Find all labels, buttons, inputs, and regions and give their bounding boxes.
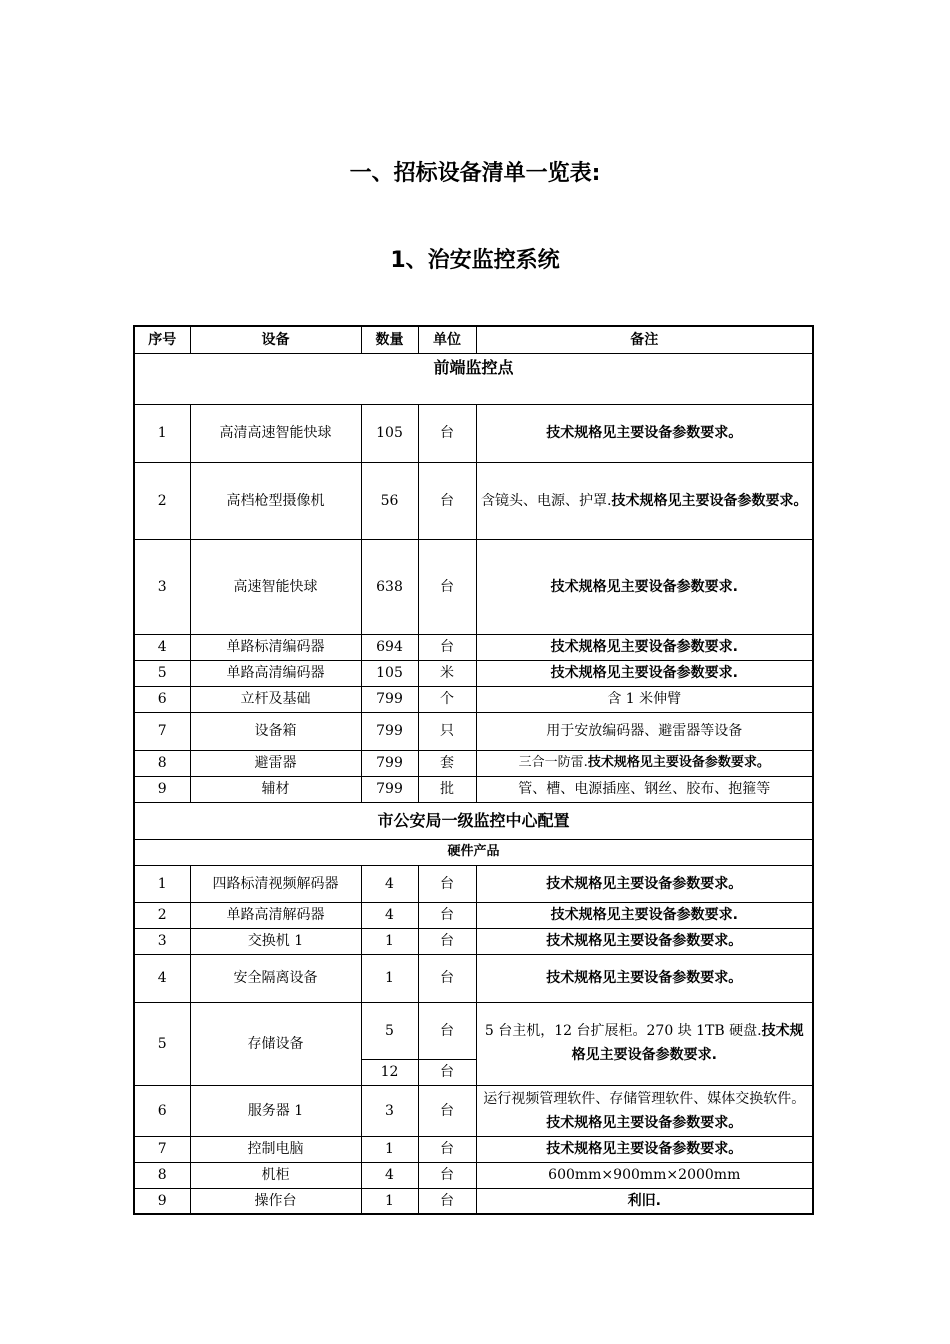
cell-note	[476, 928, 813, 954]
cell-note	[476, 539, 813, 634]
cell-qty: 12	[361, 1059, 418, 1085]
cell-note	[476, 1136, 813, 1162]
cell-note	[476, 686, 813, 712]
cell-unit: 台	[418, 928, 476, 954]
cell-unit: 台	[418, 634, 476, 660]
note-text: 三合一防雷.	[518, 755, 588, 770]
note-bold: 利旧.	[627, 1192, 661, 1209]
cell-unit: 台	[418, 1136, 476, 1162]
cell-note	[476, 954, 813, 1002]
cell-qty: 1	[361, 928, 418, 954]
cell-no: 3	[134, 539, 190, 634]
cell-name: 控制电脑	[190, 1136, 361, 1162]
cell-unit: 台	[418, 539, 476, 634]
cell-qty: 799	[361, 776, 418, 802]
cell-note	[476, 404, 813, 462]
cell-name: 立杆及基础	[190, 686, 361, 712]
note-text: 含镜头、电源、护罩.	[481, 492, 612, 509]
cell-no: 2	[134, 462, 190, 539]
note-bold: 技术规格见主要设备参数要求.	[550, 665, 738, 681]
cell-no: 4	[134, 634, 190, 660]
table-row	[134, 1188, 813, 1214]
note-bold: 技术规格见主要设备参数要求。	[546, 970, 743, 986]
cell-no: 2	[134, 902, 190, 928]
cell-qty: 4	[361, 865, 418, 902]
note-text: 5 台主机，12 台扩展柜。270 块 1TB 硬盘.	[484, 1022, 762, 1039]
table-row	[134, 539, 813, 634]
cell-note	[476, 865, 813, 902]
cell-unit: 台	[418, 902, 476, 928]
header-cell: 单位	[418, 326, 476, 353]
note-bold: 技术规格见主要设备参数要求。	[546, 933, 743, 949]
cell-qty: 638	[361, 539, 418, 634]
table-row	[134, 902, 813, 928]
cell-note	[476, 660, 813, 686]
note-text: 用于安放编码器、避雷器等设备	[546, 723, 743, 739]
cell-qty: 1	[361, 1136, 418, 1162]
section-row	[134, 353, 813, 404]
table-row	[134, 404, 813, 462]
header-row	[134, 326, 813, 353]
header-cell: 数量	[361, 326, 418, 353]
document-title: 一、招标设备清单一览表:	[349, 161, 601, 186]
cell-qty: 799	[361, 750, 418, 776]
cell-qty: 105	[361, 660, 418, 686]
cell-unit: 台	[418, 1162, 476, 1188]
cell-unit: 台	[418, 1085, 476, 1136]
cell-unit: 套	[418, 750, 476, 776]
cell-name: 单路标清编码器	[190, 634, 361, 660]
cell-name: 服务器 1	[190, 1085, 361, 1136]
table-row	[134, 1085, 813, 1136]
note-bold: 技术规格见主要设备参数要求.	[550, 578, 738, 595]
note-bold: 技术规格见主要设备参数要求.	[550, 907, 738, 923]
table-row	[134, 865, 813, 902]
cell-unit: 台	[418, 954, 476, 1002]
note-bold: 技术规格见主要设备参数要求。	[587, 755, 770, 770]
cell-note	[476, 902, 813, 928]
note-bold: 技术规格见主要设备参数要求.	[571, 1022, 804, 1063]
note-bold: 技术规格见主要设备参数要求。	[546, 425, 743, 441]
cell-name: 单路高清解码器	[190, 902, 361, 928]
cell-name: 安全隔离设备	[190, 954, 361, 1002]
subsection-title: 硬件产品	[134, 839, 813, 865]
cell-no: 8	[134, 750, 190, 776]
cell-unit: 台	[418, 1188, 476, 1214]
equipment-table	[133, 325, 814, 1215]
cell-unit: 台	[418, 1002, 476, 1059]
cell-note	[476, 712, 813, 750]
cell-qty: 1	[361, 954, 418, 1002]
cell-name: 避雷器	[190, 750, 361, 776]
cell-name: 操作台	[190, 1188, 361, 1214]
note-bold: 技术规格见主要设备参数要求。	[611, 492, 808, 509]
cell-no: 9	[134, 1188, 190, 1214]
note-bold: 技术规格见主要设备参数要求.	[550, 639, 738, 655]
section-title: 市公安局一级监控中心配置	[134, 802, 813, 839]
table-row	[134, 750, 813, 776]
cell-no: 3	[134, 928, 190, 954]
cell-note	[476, 750, 813, 776]
cell-unit: 个	[418, 686, 476, 712]
cell-no: 5	[134, 1002, 190, 1085]
cell-unit: 台	[418, 404, 476, 462]
cell-note	[476, 1162, 813, 1188]
cell-note	[476, 1188, 813, 1214]
cell-qty: 56	[361, 462, 418, 539]
cell-qty: 1	[361, 1188, 418, 1214]
section-row	[134, 802, 813, 839]
cell-no: 8	[134, 1162, 190, 1188]
cell-name: 高档枪型摄像机	[190, 462, 361, 539]
note-bold: 技术规格见主要设备参数要求。	[546, 1141, 743, 1157]
cell-no: 6	[134, 1085, 190, 1136]
cell-name: 高清高速智能快球	[190, 404, 361, 462]
cell-no: 5	[134, 660, 190, 686]
subsection-row	[134, 839, 813, 865]
cell-unit: 台	[418, 1059, 476, 1085]
cell-name: 存储设备	[190, 1002, 361, 1085]
table-row	[134, 634, 813, 660]
cell-unit: 批	[418, 776, 476, 802]
system-subtitle: 1、治安监控系统	[390, 248, 560, 273]
cell-unit: 台	[418, 865, 476, 902]
cell-name: 交换机 1	[190, 928, 361, 954]
cell-unit: 台	[418, 462, 476, 539]
cell-qty: 694	[361, 634, 418, 660]
note-text: 600mm×900mm×2000mm	[548, 1167, 741, 1183]
table-row	[134, 776, 813, 802]
header-cell: 备注	[476, 326, 813, 353]
cell-name: 四路标清视频解码器	[190, 865, 361, 902]
note-text: 运行视频管理软件、存储管理软件、媒体交换软件。	[483, 1090, 806, 1107]
cell-note	[476, 776, 813, 802]
cell-no: 6	[134, 686, 190, 712]
cell-no: 9	[134, 776, 190, 802]
section-title: 前端监控点	[134, 353, 813, 404]
cell-qty: 4	[361, 902, 418, 928]
cell-no: 1	[134, 404, 190, 462]
cell-qty: 105	[361, 404, 418, 462]
cell-unit: 米	[418, 660, 476, 686]
cell-name: 辅材	[190, 776, 361, 802]
table-row	[134, 462, 813, 539]
cell-qty: 3	[361, 1085, 418, 1136]
header-cell: 设备	[190, 326, 361, 353]
note-text: 管、槽、电源插座、钢丝、胶布、抱箍等	[518, 781, 771, 797]
header-cell: 序号	[134, 326, 190, 353]
table-row	[134, 660, 813, 686]
cell-no: 7	[134, 712, 190, 750]
cell-note	[476, 634, 813, 660]
table-row	[134, 1136, 813, 1162]
cell-name: 高速智能快球	[190, 539, 361, 634]
cell-no: 7	[134, 1136, 190, 1162]
cell-no: 4	[134, 954, 190, 1002]
note-text: 含 1 米伸臂	[607, 691, 682, 707]
cell-note	[476, 462, 813, 539]
cell-name: 设备箱	[190, 712, 361, 750]
cell-qty: 799	[361, 712, 418, 750]
cell-qty: 799	[361, 686, 418, 712]
cell-no: 1	[134, 865, 190, 902]
table-row	[134, 954, 813, 1002]
cell-name: 机柜	[190, 1162, 361, 1188]
table-row	[134, 686, 813, 712]
note-bold: 技术规格见主要设备参数要求。	[546, 875, 743, 892]
note-bold: 技术规格见主要设备参数要求。	[546, 1114, 743, 1131]
cell-note	[476, 1002, 813, 1085]
cell-note	[476, 1085, 813, 1136]
table-row	[134, 1162, 813, 1188]
cell-qty: 5	[361, 1002, 418, 1059]
table-row	[134, 1002, 813, 1059]
cell-qty: 4	[361, 1162, 418, 1188]
cell-unit: 只	[418, 712, 476, 750]
cell-name: 单路高清编码器	[190, 660, 361, 686]
table-row	[134, 928, 813, 954]
table-row	[134, 712, 813, 750]
